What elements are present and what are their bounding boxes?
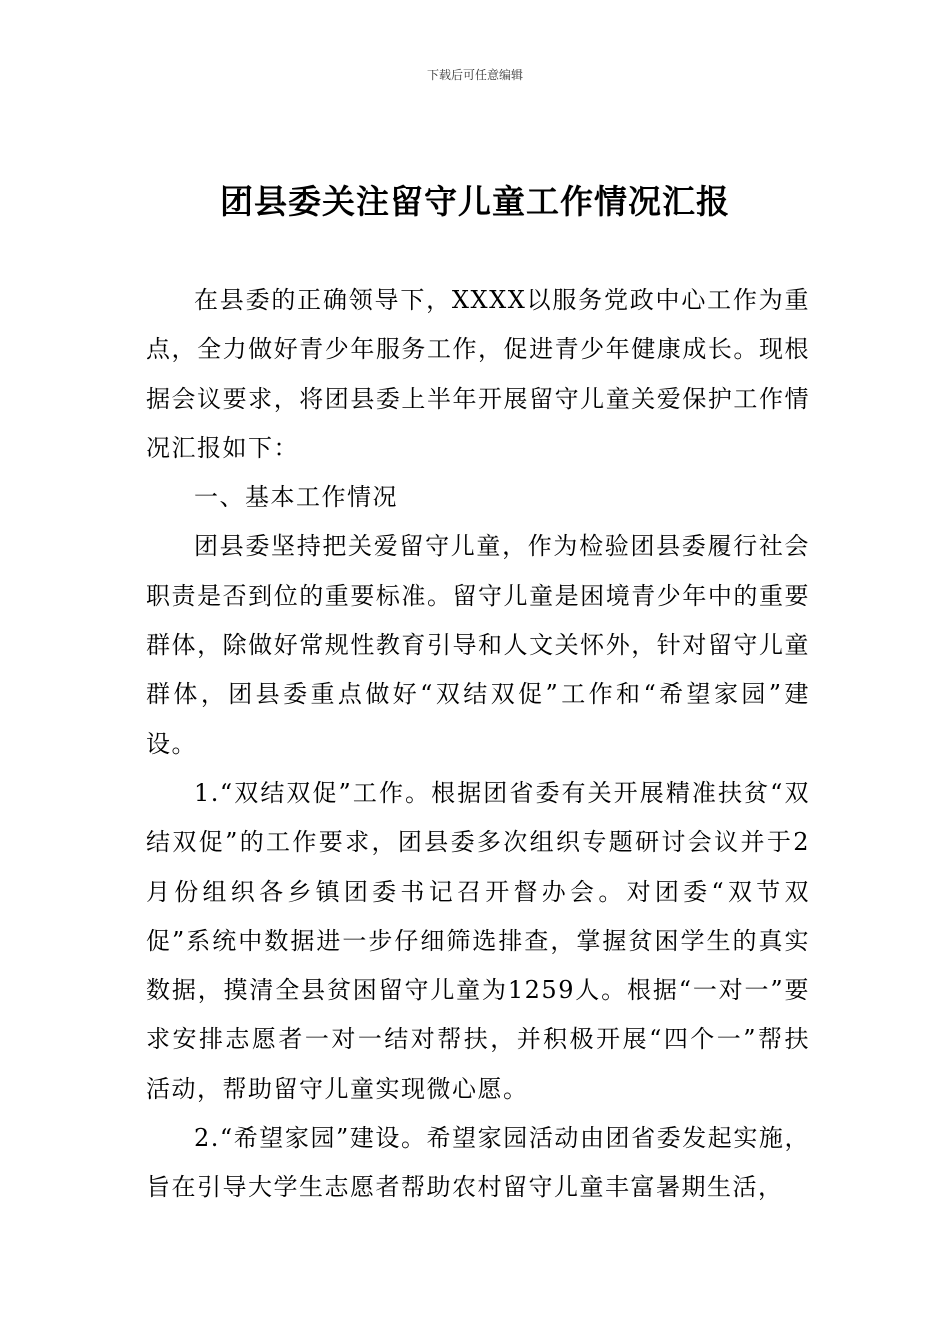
paragraph-shuangjie-shuangcu: 1.“双结双促”工作。根据团省委有关开展精准扶贫“双结双促”的工作要求，团县委多次组织专题研讨会议并于2月份组织各乡镇团委书记召开督办会。对团委“双节双促”系统中数据进一步仔细筛选排查，掌握贫困学生的真实数据，摸清全县贫困留守儿童为1259人。根据“一对一”要求安排志愿者一对一结对帮扶，并积极开展“四个一”帮扶活动，帮助留守儿童实现微心愿。 — [146, 778, 810, 1103]
paragraph-hope-home: 2.“希望家园”建设。希望家园活动由团省委发起实施，旨在引导大学生志愿者帮助农村留守儿童丰富暑期生活， — [146, 1124, 810, 1202]
document-title: 团县委关注留守儿童工作情况汇报 — [220, 182, 730, 221]
document-body — [146, 276, 810, 1213]
paragraph-intro: 在县委的正确领导下，XXXX以服务党政中心工作为重点，全力做好青少年服务工作，促进青少年健康成长。现根据会议要求，将团县委上半年开展留守儿童关爱保护工作情况汇报如下： — [146, 286, 810, 462]
page-header-note: 下载后可任意编辑 — [426, 68, 523, 82]
paragraph-basic-work: 团县委坚持把关爱留守儿童，作为检验团县委履行社会职责是否到位的重要标准。留守儿童是困境青少年中的重要群体，除做好常规性教育引导和人文关怀外，针对留守儿童群体，团县委重点做好“双结双促”工作和“希望家园”建设。 — [146, 532, 810, 758]
section-heading-basic-work: 一、基本工作情况 — [194, 483, 398, 512]
